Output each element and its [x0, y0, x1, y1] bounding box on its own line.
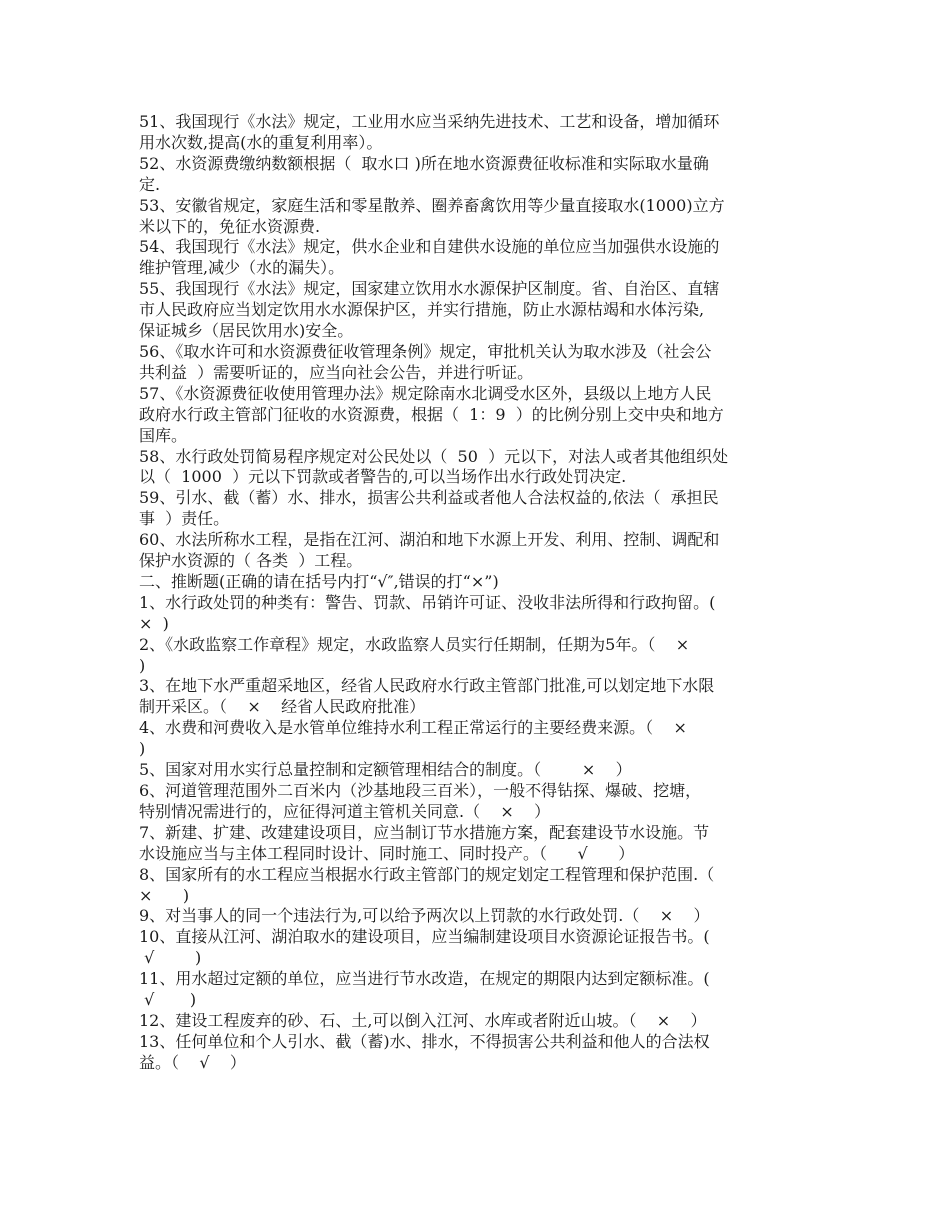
question-paragraph [139, 237, 811, 279]
question-paragraph [139, 906, 811, 927]
text-line: 60、水法所称水工程，是指在江河、湖泊和地下水源上开发、利用、控制、调配和 [139, 530, 720, 550]
text-line: 9、对当事人的同一个违法行为,可以给予两次以上罚款的水行政处罚.（ × ） [139, 906, 710, 926]
text-line: × ) [139, 885, 190, 905]
text-line: 用水次数,提高(水的重复利用率）。 [139, 132, 383, 152]
question-paragraph [139, 865, 811, 907]
text-line: 制开采区。（ × 经省人民政府批准） [139, 697, 426, 717]
text-line: × ) [139, 613, 169, 633]
question-paragraph [139, 823, 811, 865]
text-line: √ ) [139, 948, 202, 968]
text-line: 13、任何单位和个人引水、截（蓄)水、排水，不得损害公共利益和他人的合法权 [139, 1031, 710, 1051]
text-line: 水设施应当与主体工程同时设计、同时施工、同时投产。（ √ ） [139, 843, 635, 863]
text-line: 4、水费和河费收入是水管单位维持水利工程正常运行的主要经费来源。（ × [139, 718, 687, 738]
text-line: 56、《取水许可和水资源费征收管理条例》规定，审批机关认为取水涉及（社会公 [139, 341, 712, 361]
text-line: 5、国家对用水实行总量控制和定额管理相结合的制度。（ × ） [139, 760, 632, 780]
question-paragraph [139, 593, 811, 635]
question-paragraph [139, 530, 811, 572]
text-line: 共利益 ）需要听证的，应当向社会公告，并进行听证。 [139, 362, 534, 382]
text-line: 10、直接从江河、湖泊取水的建设项目，应当编制建设项目水资源论证报告书。( [139, 927, 710, 947]
text-line: ) [139, 739, 146, 759]
text-line: 益。（ √ ） [139, 1052, 246, 1072]
text-line: 市人民政府应当划定饮用水水源保护区，并实行措施，防止水源枯竭和水体污染, [139, 300, 705, 320]
text-line: 国库。 [139, 425, 188, 445]
text-line: 58、水行政处罚简易程序规定对公民处以（ 50 ）元以下，对法人或者其他组织处 [139, 446, 729, 466]
text-line: 米以下的，免征水资源费. [139, 216, 321, 236]
text-line: 以（ 1000 ）元以下罚款或者警告的,可以当场作出水行政处罚决定. [139, 467, 627, 487]
document-page [139, 112, 811, 1074]
question-paragraph [139, 196, 811, 238]
text-line: 11、用水超过定额的单位，应当进行节水改造，在规定的期限内达到定额标准。( [139, 969, 710, 989]
text-line: 保证城乡（居民饮用水)安全。 [139, 321, 354, 341]
question-paragraph [139, 154, 811, 196]
text-line: 7、新建、扩建、改建建设项目，应当制订节水措施方案，配套建设节水设施。节 [139, 822, 710, 842]
question-paragraph [139, 279, 811, 342]
question-paragraph [139, 488, 811, 530]
question-paragraph [139, 760, 811, 781]
text-line: 保护水资源的（ 各类 ）工程。 [139, 551, 363, 571]
question-paragraph [139, 781, 811, 823]
text-line: 维护管理,减少（水的漏失）。 [139, 258, 345, 278]
text-line: 3、在地下水严重超采地区，经省人民政府水行政主管部门批准,可以划定地下水限 [139, 676, 715, 696]
text-line: 事 ）责任。 [139, 509, 230, 529]
question-paragraph [139, 112, 811, 154]
text-line: 2、《水政监察工作章程》规定，水政监察人员实行任期制，任期为5年。（ × [139, 634, 690, 654]
question-paragraph [139, 342, 811, 384]
text-line: 51、我国现行《水法》规定，工业用水应当采纳先进技术、工艺和设备，增加循环 [139, 112, 720, 131]
text-line: 6、河道管理范围外二百米内（沙基地段三百米），一般不得钻探、爆破、挖塘， [139, 781, 702, 800]
text-line: 定. [139, 174, 161, 194]
question-paragraph [139, 447, 811, 489]
text-line: 1、水行政处罚的种类有：警告、罚款、吊销许可证、没收非法所得和行政拘留。( [139, 592, 716, 612]
question-paragraph [139, 384, 811, 447]
text-line: 52、水资源费缴纳数额根据（ 取水口 )所在地水资源费征收标准和实际取水量确 [139, 153, 709, 173]
question-paragraph [139, 676, 811, 718]
text-line: 59、引水、截（蓄）水、排水，损害公共利益或者他人合法权益的,依法（ 承担民 [139, 488, 719, 508]
text-line: 12、建设工程废弃的砂、石、土,可以倒入江河、水库或者附近山坡。（ × ） [139, 1010, 707, 1030]
text-line: 特别情况需进行的，应征得河道主管机关同意.（ × ） [139, 801, 551, 821]
text-line: 二、推断题(正确的请在括号内打“√″,错误的打“×”) [139, 571, 499, 591]
question-paragraph [139, 927, 811, 969]
question-paragraph [139, 635, 811, 677]
text-line: 政府水行政主管部门征收的水资源费，根据（ 1：9 ）的比例分别上交中央和地方 [139, 404, 724, 424]
text-line: 55、我国现行《水法》规定，国家建立饮用水水源保护区制度。省、自治区、直辖 [139, 279, 720, 299]
question-paragraph [139, 969, 811, 1011]
text-line: 54、我国现行《水法》规定，供水企业和自建供水设施的单位应当加强供水设施的 [139, 237, 720, 257]
question-paragraph [139, 1032, 811, 1074]
question-paragraph [139, 1011, 811, 1032]
question-paragraph [139, 718, 811, 760]
text-line: ) [139, 655, 146, 675]
question-paragraph [139, 572, 811, 593]
text-line: 53、安徽省规定，家庭生活和零星散养、圈养畜禽饮用等少量直接取水(1000)立方 [139, 195, 725, 215]
text-line: √ ) [139, 990, 197, 1010]
text-line: 8、国家所有的水工程应当根据水行政主管部门的规定划定工程管理和保护范围.（ [139, 864, 715, 884]
text-line: 57、《水资源费征收使用管理办法》规定除南水北调受水区外，县级以上地方人民 [139, 383, 712, 403]
